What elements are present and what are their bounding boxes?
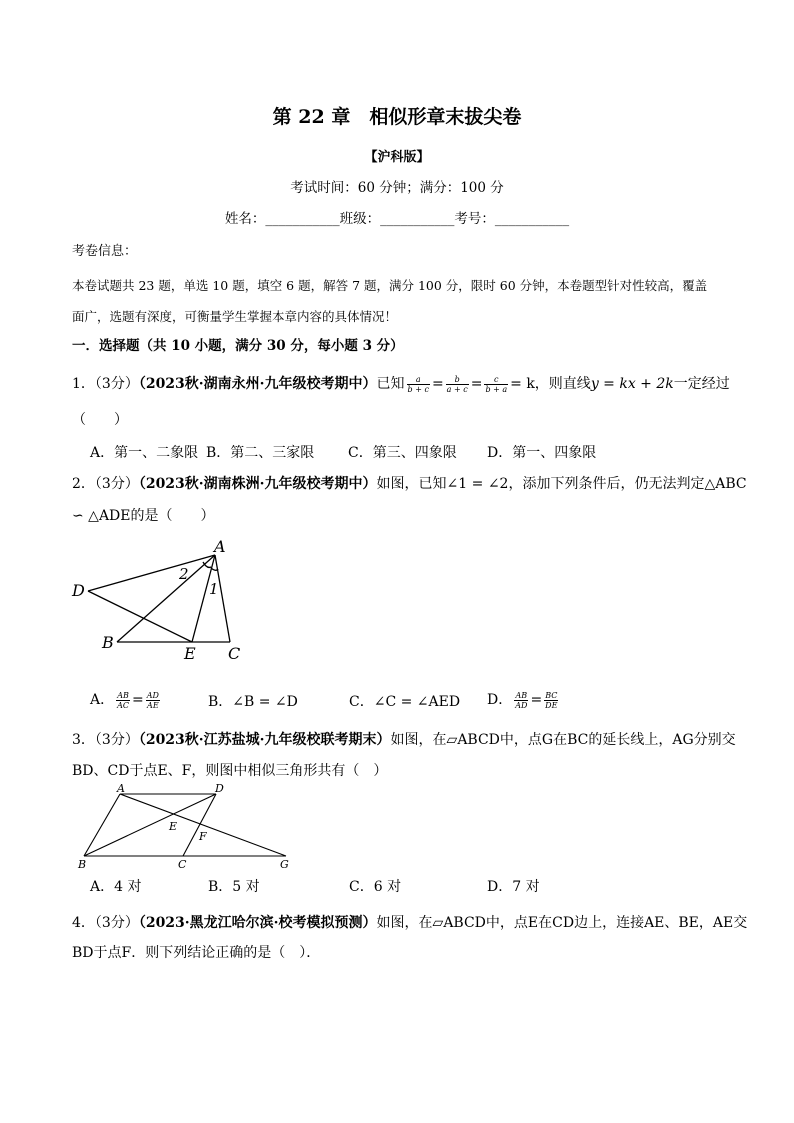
option-b[interactable]: B．∠B = ∠D bbox=[208, 694, 298, 710]
question-source: （2023·黑龙江哈尔滨·校考模拟预测） bbox=[138, 915, 377, 931]
question-number: 3．（3分） bbox=[72, 732, 139, 748]
fraction: $\frac{c}{b + a}$ bbox=[485, 374, 508, 394]
stem-text: 一定经过 bbox=[673, 376, 730, 392]
label-c: C bbox=[178, 858, 187, 871]
question-source: （2023秋·江苏盐城·九年级校联考期末） bbox=[138, 732, 391, 748]
fraction: $\frac{BC}{DE}$ bbox=[545, 690, 558, 710]
question-number: 4．（3分） bbox=[72, 915, 139, 931]
question-3-figure bbox=[72, 780, 302, 872]
question-source: （2023秋·湖南株洲·九年级校考期中） bbox=[138, 476, 377, 492]
question-2-figure bbox=[64, 536, 264, 666]
label-g: G bbox=[280, 858, 289, 871]
question-3-stem-line-2: BD、CD于点E、F，则图中相似三角形共有（ ） bbox=[72, 763, 388, 779]
option-a[interactable]: A．4 对 bbox=[90, 879, 142, 895]
segment-ag bbox=[120, 794, 286, 856]
line-equation: y = kx + 2k bbox=[590, 376, 674, 392]
label-f: F bbox=[199, 830, 207, 843]
label-angle-2: 2 bbox=[179, 565, 189, 583]
info-label: 考卷信息： bbox=[72, 244, 138, 259]
info-line-2: 面广，选题有深度，可衡量学生掌握本章内容的具体情况！ bbox=[72, 309, 398, 324]
label-e: E bbox=[184, 644, 196, 663]
label-a: A bbox=[214, 537, 226, 556]
question-3-stem-line-1 bbox=[72, 729, 736, 749]
student-fields: 姓名：___________班级：___________考号：___________ bbox=[224, 211, 570, 227]
option-c[interactable]: C．6 对 bbox=[349, 879, 402, 895]
segment-ac bbox=[215, 555, 230, 642]
label-angle-1: 1 bbox=[209, 580, 219, 598]
segment-db bbox=[84, 794, 216, 856]
label-b: B bbox=[78, 858, 87, 871]
label-d: D bbox=[215, 782, 224, 795]
option-a[interactable]: A． $\frac{AB}{AC}$ = $\frac{AD}{AE}$ bbox=[90, 690, 159, 710]
option-c[interactable]: C．∠C = ∠AED bbox=[349, 694, 461, 710]
stem-text: 如图，已知∠1 = ∠2，添加下列条件后，仍无法判定△ABC bbox=[376, 476, 747, 492]
question-2-stem-line-2: ∽ △ADE的是（ ） bbox=[72, 508, 215, 524]
fraction: $\frac{AB}{AD}$ bbox=[515, 690, 528, 710]
info-description bbox=[72, 270, 724, 332]
question-4-stem-line-1 bbox=[72, 912, 747, 932]
segment-ab bbox=[84, 794, 120, 856]
stem-text: = k，则直线 bbox=[510, 376, 591, 392]
option-d[interactable]: D． $\frac{AB}{AD}$ = $\frac{BC}{DE}$ bbox=[487, 690, 558, 710]
label-d: D bbox=[72, 581, 85, 600]
question-source: （2023秋·湖南永州·九年级校考期中） bbox=[138, 376, 377, 392]
option-d[interactable]: D．7 对 bbox=[487, 879, 540, 895]
stem-text: 已知 bbox=[376, 376, 405, 392]
option-d[interactable]: D．第一、四象限 bbox=[487, 445, 597, 461]
option-c[interactable]: C．第三、四象限 bbox=[348, 445, 457, 461]
fraction: $\frac{a}{b + c}$ bbox=[407, 374, 429, 394]
label-c: C bbox=[228, 644, 241, 663]
segment-da bbox=[88, 555, 215, 591]
exam-info: 考试时间：60 分钟；满分：100 分 bbox=[290, 180, 504, 196]
info-line-1: 本卷试题共 23 题，单选 10 题，填空 6 题，解答 7 题，满分 100 分，限时 60 分钟，本卷题型针对性较高，覆盖 bbox=[72, 278, 708, 293]
fraction: $\frac{AB}{AC}$ bbox=[117, 690, 130, 710]
option-a[interactable]: A．第一、二象限 bbox=[90, 445, 199, 461]
option-b[interactable]: B．第二、三家限 bbox=[206, 445, 315, 461]
question-4-stem-line-2: BD于点F．则下列结论正确的是（ ）． bbox=[72, 945, 321, 961]
question-number: 1．（3分） bbox=[72, 376, 139, 392]
question-1-blank: （ ） bbox=[72, 412, 128, 428]
stem-text: 如图，在▱ABCD中，点E在CD边上，连接AE、BE，AE交 bbox=[376, 915, 748, 931]
label-a: A bbox=[117, 782, 125, 795]
page-title: 第 22 章 相似形章末拔尖卷 bbox=[272, 106, 522, 128]
question-2-stem-line-1 bbox=[72, 473, 747, 493]
question-number: 2．（3分） bbox=[72, 476, 139, 492]
stem-text: 如图，在▱ABCD中，点G在BC的延长线上，AG分别交 bbox=[390, 732, 736, 748]
label-b: B bbox=[102, 633, 114, 652]
fraction: $\frac{b}{a + c}$ bbox=[446, 374, 468, 394]
segment-dc bbox=[183, 794, 216, 856]
option-b[interactable]: B．5 对 bbox=[208, 879, 260, 895]
fraction: $\frac{AD}{AE}$ bbox=[146, 690, 159, 710]
edition-label: 【沪科版】 bbox=[364, 150, 430, 165]
section-title: 一．选择题（共 10 小题，满分 30 分，每小题 3 分） bbox=[72, 338, 404, 354]
question-1-stem: 1．（3分）（2023秋·湖南永州·九年级校考期中）已知 $\frac{a}{b + c}$ = $\frac{b}{a + c}$ = $\frac{c}{b + a}$ = k，则直线y = kx + 2k一定经过 bbox=[72, 374, 730, 394]
label-e: E bbox=[169, 820, 178, 833]
